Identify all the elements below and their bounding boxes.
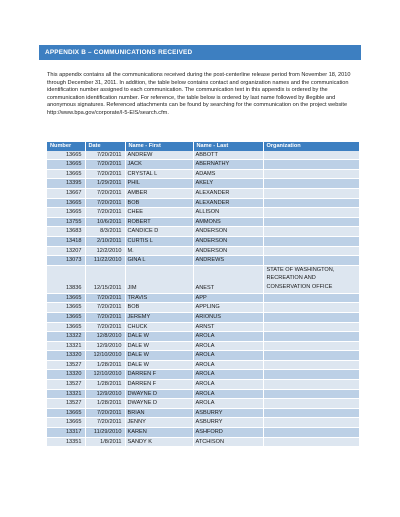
cell-last-name: AMMONS [193,217,263,227]
cell-first-name: DALE W [125,351,193,361]
cell-first-name: DALE W [125,341,193,351]
cell-organization [263,169,359,179]
cell-last-name: APP [193,293,263,303]
cell-last-name: AROLA [193,351,263,361]
table-row [47,389,359,399]
cell-number: 13665 [47,322,85,332]
cell-number: 13683 [47,227,85,237]
cell-date: 12/10/2010 [85,370,125,380]
table-row [47,236,359,246]
cell-first-name: PHIL [125,179,193,189]
table-header-row [47,142,359,151]
cell-first-name: CHUCK [125,322,193,332]
table-row [47,332,359,342]
table-body [47,151,359,447]
table-row [47,198,359,208]
cell-first-name: SANDY K [125,437,193,447]
cell-date: 1/8/2011 [85,437,125,447]
cell-first-name: GINA L [125,256,193,266]
intro-paragraph: This appendix contains all the communications received during the post-centerline release period from November 18, 2010 through December 31, 2011. In addition, the table below contains contact and organization names and the communication identification number assigned to each communication. The communication text in this appendix is ordered by the communication identification number. For reference, the table below is ordered by last name followed by illegible and anonymous signatures. Referenced attachments can be found by searching for the communication on the project website http://www.bpa.gov/corporate/I-5-EIS/search.cfm. [47,72,351,116]
cell-organization [263,151,359,160]
cell-date: 2/10/2011 [85,236,125,246]
cell-last-name: AROLA [193,370,263,380]
table-row [47,265,359,293]
cell-organization [263,188,359,198]
appendix-title-banner: APPENDIX B – COMMUNICATIONS RECEIVED [39,45,361,60]
cell-last-name: ABBOTT [193,151,263,160]
cell-organization [263,437,359,447]
cell-last-name: ARIONUS [193,312,263,322]
cell-last-name: AROLA [193,360,263,370]
table-row [47,303,359,313]
cell-last-name: AROLA [193,399,263,409]
cell-number: 13317 [47,428,85,438]
cell-organization [263,312,359,322]
cell-last-name: ANDERSON [193,236,263,246]
cell-number: 13527 [47,380,85,390]
cell-first-name: DARREN F [125,380,193,390]
cell-date: 1/29/2011 [85,179,125,189]
header-organization: Organization [263,142,359,151]
cell-last-name: AROLA [193,380,263,390]
cell-date: 8/3/2011 [85,227,125,237]
cell-number: 13665 [47,293,85,303]
cell-number: 13665 [47,151,85,160]
table-row [47,418,359,428]
cell-organization [263,428,359,438]
table-row [47,227,359,237]
cell-organization [263,341,359,351]
table-row [47,151,359,160]
cell-last-name: ALEXANDER [193,198,263,208]
cell-first-name: CRYSTAL L [125,169,193,179]
cell-first-name: ANDREW [125,151,193,160]
cell-first-name: JENNY [125,418,193,428]
table-row [47,312,359,322]
cell-first-name: CANDICE D [125,227,193,237]
cell-first-name: AMBER [125,188,193,198]
cell-date: 7/20/2011 [85,208,125,218]
cell-last-name: ARNST [193,322,263,332]
cell-number: 13665 [47,198,85,208]
cell-first-name: DWAYNE D [125,389,193,399]
table-row [47,246,359,256]
cell-number: 13665 [47,303,85,313]
cell-last-name: ALLISON [193,208,263,218]
cell-last-name: AKELY [193,179,263,189]
cell-last-name: APPLING [193,303,263,313]
cell-last-name: ATCHISON [193,437,263,447]
cell-number: 13073 [47,256,85,266]
cell-organization [263,303,359,313]
cell-first-name: BRIAN [125,408,193,418]
cell-date: 12/10/2010 [85,351,125,361]
cell-last-name: ANEST [193,265,263,293]
cell-first-name: BOB [125,303,193,313]
table-row [47,160,359,170]
cell-organization [263,160,359,170]
header-date: Date [85,142,125,151]
table-row [47,169,359,179]
table-row [47,360,359,370]
cell-date: 1/28/2011 [85,399,125,409]
cell-first-name: DWAYNE D [125,399,193,409]
cell-date: 7/20/2011 [85,151,125,160]
table-row [47,351,359,361]
cell-first-name: TRAVIS [125,293,193,303]
cell-organization [263,179,359,189]
cell-last-name: ANDERSON [193,227,263,237]
cell-last-name: AROLA [193,332,263,342]
table-row [47,341,359,351]
table-row [47,408,359,418]
cell-organization [263,360,359,370]
header-number: Number [47,142,85,151]
cell-number: 13527 [47,399,85,409]
header-last-name: Name - Last [193,142,263,151]
cell-last-name: AROLA [193,341,263,351]
cell-organization [263,322,359,332]
table-row [47,208,359,218]
cell-organization [263,227,359,237]
cell-number: 13418 [47,236,85,246]
cell-first-name: DARREN F [125,370,193,380]
cell-date: 12/15/2011 [85,265,125,293]
table-row [47,179,359,189]
table-row [47,380,359,390]
cell-date: 12/8/2010 [85,332,125,342]
cell-organization [263,351,359,361]
cell-organization [263,236,359,246]
cell-date: 7/20/2011 [85,293,125,303]
cell-date: 7/20/2011 [85,188,125,198]
cell-first-name: ROBERT [125,217,193,227]
cell-number: 13322 [47,332,85,342]
cell-number: 13320 [47,370,85,380]
cell-date: 1/28/2011 [85,360,125,370]
cell-first-name: CHEE [125,208,193,218]
cell-date: 12/2/2010 [85,246,125,256]
cell-last-name: ANDREWS [193,256,263,266]
cell-last-name: ASHFORD [193,428,263,438]
cell-number: 13665 [47,408,85,418]
cell-organization [263,418,359,428]
cell-number: 13321 [47,389,85,399]
cell-date: 12/9/2010 [85,341,125,351]
cell-last-name: AROLA [193,389,263,399]
cell-organization [263,389,359,399]
cell-last-name: ASBURRY [193,408,263,418]
cell-date: 7/20/2011 [85,322,125,332]
cell-first-name: DALE W [125,360,193,370]
table-row [47,370,359,380]
cell-date: 11/22/2010 [85,256,125,266]
table-row [47,256,359,266]
cell-number: 13665 [47,208,85,218]
cell-first-name: KAREN [125,428,193,438]
cell-organization [263,246,359,256]
cell-number: 13320 [47,351,85,361]
cell-last-name: ABERNATHY [193,160,263,170]
cell-organization [263,380,359,390]
cell-number: 13207 [47,246,85,256]
communications-table [47,142,360,447]
table-row [47,399,359,409]
cell-date: 7/20/2011 [85,312,125,322]
cell-organization [263,370,359,380]
cell-organization [263,208,359,218]
cell-first-name: JEREMY [125,312,193,322]
cell-organization [263,198,359,208]
cell-last-name: ADAMS [193,169,263,179]
table-row [47,293,359,303]
cell-date: 11/29/2010 [85,428,125,438]
cell-last-name: ASBURRY [193,418,263,428]
cell-organization [263,256,359,266]
cell-date: 7/20/2011 [85,169,125,179]
cell-date: 7/20/2011 [85,198,125,208]
cell-organization [263,217,359,227]
cell-date: 7/20/2011 [85,418,125,428]
cell-date: 7/20/2011 [85,160,125,170]
cell-last-name: ANDERSON [193,246,263,256]
cell-first-name: M. [125,246,193,256]
cell-number: 13667 [47,188,85,198]
cell-number: 13351 [47,437,85,447]
cell-date: 1/28/2011 [85,380,125,390]
cell-number: 13395 [47,179,85,189]
cell-organization [263,408,359,418]
cell-first-name: JIM [125,265,193,293]
cell-number: 13755 [47,217,85,227]
table-row [47,188,359,198]
cell-number: 13665 [47,169,85,179]
table-row [47,428,359,438]
cell-organization [263,399,359,409]
table-row [47,217,359,227]
cell-first-name: BOB [125,198,193,208]
cell-number: 13527 [47,360,85,370]
cell-last-name: ALEXANDER [193,188,263,198]
cell-date: 10/6/2011 [85,217,125,227]
cell-number: 13665 [47,160,85,170]
header-first-name: Name - First [125,142,193,151]
table-row [47,437,359,447]
cell-date: 7/20/2011 [85,303,125,313]
cell-number: 13665 [47,418,85,428]
cell-number: 13836 [47,265,85,293]
cell-organization [263,293,359,303]
cell-date: 7/20/2011 [85,408,125,418]
cell-first-name: DALE W [125,332,193,342]
cell-number: 13665 [47,312,85,322]
cell-organization [263,332,359,342]
cell-first-name: JACK [125,160,193,170]
cell-organization: STATE OF WASHINGTON, RECREATION AND CONSERVATION OFFICE [263,265,359,293]
cell-first-name: CURTIS L [125,236,193,246]
cell-date: 12/9/2010 [85,389,125,399]
cell-number: 13321 [47,341,85,351]
table-row [47,322,359,332]
